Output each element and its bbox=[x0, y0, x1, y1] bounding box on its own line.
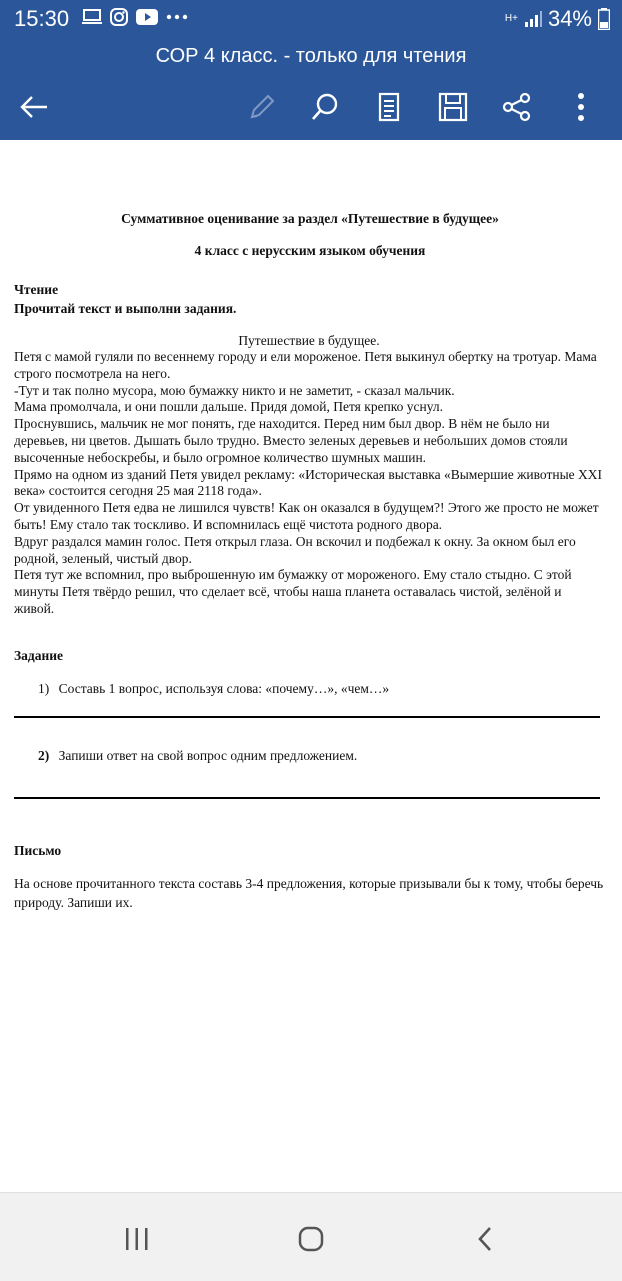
document-view-icon bbox=[378, 92, 400, 122]
task-2-text: Запиши ответ на свой вопрос одним предложением. bbox=[58, 748, 358, 763]
task-2-number: 2) bbox=[38, 748, 50, 763]
battery-percent: 34% bbox=[547, 6, 592, 31]
more-options-button[interactable] bbox=[562, 88, 600, 126]
status-notification-icons bbox=[82, 8, 188, 26]
back-button[interactable] bbox=[15, 88, 53, 126]
task-1-text: Составь 1 вопрос, используя слова: «почему…», «чем…» bbox=[58, 681, 390, 696]
section-task-heading: Задание bbox=[14, 648, 64, 663]
answer-line-2 bbox=[14, 797, 600, 799]
document-title: СОР 4 класс. - только для чтения bbox=[155, 45, 467, 67]
search-icon bbox=[310, 92, 340, 122]
signal-icon bbox=[524, 11, 542, 27]
doc-title: Суммативное оценивание за раздел «Путешествие в будущее» bbox=[121, 211, 499, 226]
share-button[interactable] bbox=[498, 88, 536, 126]
instagram-icon bbox=[110, 8, 128, 26]
home-button[interactable] bbox=[291, 1219, 331, 1259]
save-button[interactable] bbox=[434, 88, 472, 126]
more-vertical-icon bbox=[577, 92, 585, 122]
document-title-bar bbox=[0, 38, 622, 74]
doc-subtitle: 4 класс с нерусским языком обучения bbox=[194, 243, 426, 258]
section-writing-heading: Письмо bbox=[14, 843, 62, 858]
home-icon bbox=[298, 1226, 324, 1252]
recent-apps-button[interactable] bbox=[117, 1219, 157, 1259]
answer-line-1 bbox=[14, 716, 600, 718]
reading-instruction: Прочитай текст и выполни задания. bbox=[14, 301, 237, 316]
app-toolbar bbox=[0, 74, 622, 140]
pencil-icon bbox=[248, 93, 276, 121]
screen-cast-icon bbox=[82, 9, 102, 25]
save-icon bbox=[438, 92, 468, 122]
status-bar bbox=[0, 0, 622, 38]
section-reading-heading: Чтение bbox=[14, 282, 59, 297]
youtube-icon bbox=[136, 9, 158, 25]
edit-button[interactable] bbox=[243, 88, 281, 126]
chevron-left-icon bbox=[477, 1226, 493, 1252]
network-type-label: H+ bbox=[504, 13, 518, 24]
status-time: 15:30 bbox=[14, 6, 70, 31]
search-button[interactable] bbox=[306, 88, 344, 126]
story-text: Петя с мамой гуляли по весеннему городу и ели мороженое. Петя выкинул обертку на тротуар. Мама строго посмотрела на него. -Тут и так полно мусора, мою бумажку никто и не заметит, - сказал мальчик. Мама промолчала, и они пошли дальше. Придя домой, Петя крепко уснул. Проснувшись, мальчик не мог понять, где находится. Перед ним был двор. В нём не было ни деревьев, ни цветов. Дышать было трудно. Вместо зеленых деревьев и небольших домов стояли высоченные небоскребы, и было огромное количество шумных машин. Прямо на одном из зданий Петя увидел рекламу: «Историческая выставка «Вымершие животные XXI века» состоится сегодня 25 мая 2118 года». От увиденного Петя едва не лишился чувств! Как он оказался в будущем?! Этого же просто не может быть! Ему стало так тоскливо. И вспомнилась ещё чистота родного двора. Вдруг раздался мамин голос. Петя открыл глаза. Он вскочил и подбежал к окну. За окном был его родной, зеленый, чистый двор. Петя тут же вспомнил, про выброшенную им бумажку от мороженого. Ему стало стыдно. С этой минуты Петя твёрдо решил, что сделает всё, чтобы наша планета оставалась чистой, зелёной и живой. bbox=[14, 349, 603, 616]
system-navigation-bar bbox=[0, 1192, 622, 1281]
battery-icon bbox=[598, 8, 610, 30]
back-nav-button[interactable] bbox=[465, 1219, 505, 1259]
task-1 bbox=[38, 681, 622, 697]
story-title: Путешествие в будущее. bbox=[238, 333, 380, 348]
writing-task-text: На основе прочитанного текста составь 3-4 предложения, которые призывали бы к тому, чтобы беречь природу. Запиши их. bbox=[14, 876, 604, 910]
status-system-icons bbox=[505, 6, 610, 32]
more-notifications-icon bbox=[166, 14, 188, 20]
share-icon bbox=[502, 92, 532, 122]
reading-view-button[interactable] bbox=[370, 88, 408, 126]
back-arrow-icon bbox=[19, 95, 49, 119]
document-page[interactable] bbox=[0, 140, 622, 1192]
task-1-number: 1) bbox=[38, 681, 50, 696]
task-2 bbox=[38, 748, 622, 764]
recent-apps-icon bbox=[124, 1227, 150, 1251]
